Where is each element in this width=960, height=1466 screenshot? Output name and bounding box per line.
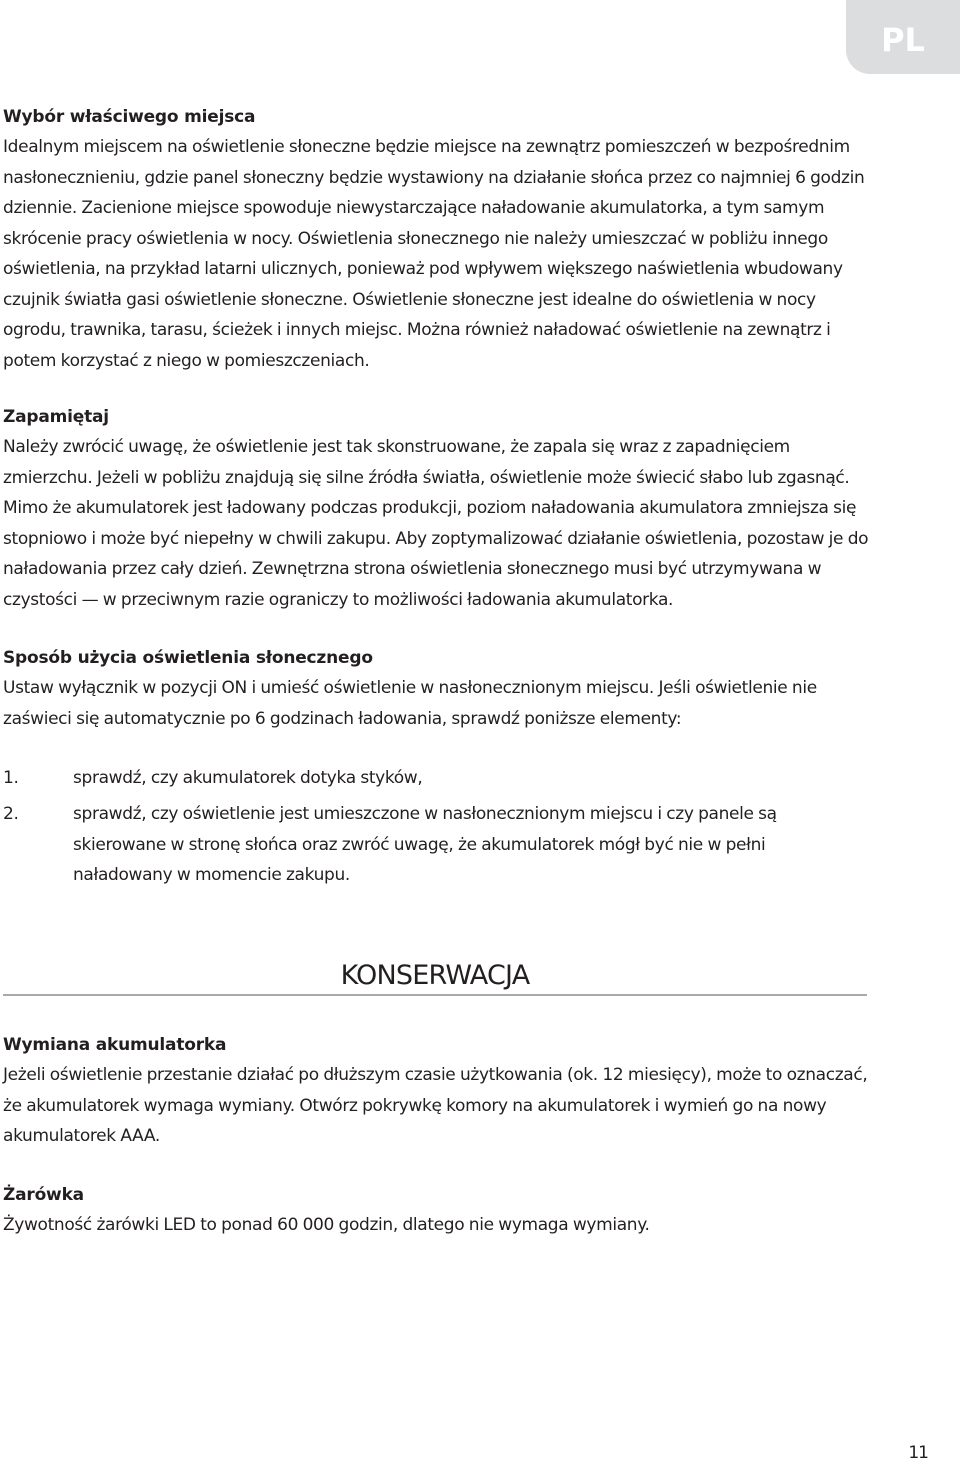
section-paragraph: Ustaw wyłącznik w pozycji ON i umieść oświetlenie w nasłonecznionym miejscu. Jeśli oświetlenie nie zaświeci się automatycznie po 6 godzinach ładowania, sprawdź poniższe elementy: bbox=[3, 678, 817, 729]
page-number: 11 bbox=[908, 1443, 928, 1463]
section-usage bbox=[3, 643, 875, 734]
section-remember bbox=[3, 402, 875, 615]
section-paragraph: Jeżeli oświetlenie przestanie działać po dłuższym czasie użytkowania (ok. 12 miesięcy), może to oznaczać, że akumulatorek wymaga wymiany. Otwórz pokrywkę komory na akumulatorek i wymień go na nowy akumulatorek AAA. bbox=[3, 1065, 868, 1146]
section-location bbox=[3, 102, 875, 376]
list-number: 1. bbox=[3, 768, 19, 788]
section-paragraph: Żywotność żarówki LED to ponad 60 000 godzin, dlatego nie wymaga wymiany. bbox=[3, 1215, 650, 1235]
section-divider bbox=[3, 994, 867, 996]
list-number: 2. bbox=[3, 804, 19, 824]
list-item bbox=[3, 799, 875, 891]
list-text: sprawdź, czy akumulatorek dotyka styków, bbox=[73, 768, 423, 788]
section-paragraph: Należy zwrócić uwagę, że oświetlenie jest tak skonstruowane, że zapala się wraz z zapadnięciem zmierzchu. Jeżeli w pobliżu znajdują się silne źródła światła, oświetlenie może świecić słabo lub zgasnąć. Mimo że akumulatorek jest ładowany podczas produkcji, poziom naładowania akumulatora zmniejsza się stopniowo i może być niepełny w chwili zakupu. Aby zoptymalizować działanie oświetlenia, pozostaw je do naładowania przez cały dzień. Zewnętrzna strona oświetlenia słonecznego musi być utrzymywana w czystości — w przeciwnym razie ograniczy to możliwości ładowania akumulatorka. bbox=[3, 437, 869, 610]
section-title: KONSERWACJA bbox=[340, 960, 530, 991]
section-bulb bbox=[3, 1180, 875, 1241]
section-heading: Sposób użycia oświetlenia słonecznego bbox=[3, 648, 373, 668]
section-battery bbox=[3, 1030, 875, 1152]
section-paragraph: Idealnym miejscem na oświetlenie słoneczne będzie miejsce na zewnątrz pomieszczeń w bezpośrednim nasłonecznieniu, gdzie panel słoneczny będzie wystawiony na działanie słońca przez co najmniej 6 godzin dziennie. Zacienione miejsce spowoduje niewystarczające naładowanie akumulatorka, a tym samym skrócenie pracy oświetlenia w nocy. Oświetlenia słonecznego nie należy umieszczać w pobliżu innego oświetlenia, na przykład latarni ulicznych, ponieważ pod wpływem większego naświetlenia wbudowany czujnik światła gasi oświetlenie słoneczne. Oświetlenie słoneczne jest idealne do oświetlenia w nocy ogrodu, trawnika, tarasu, ścieżek i innych miejsc. Można również naładować oświetlenie na zewnątrz i potem korzystać z niego w pomieszczeniach. bbox=[3, 137, 865, 371]
section-heading: Wymiana akumulatorka bbox=[3, 1035, 227, 1055]
language-tab: PL bbox=[846, 0, 960, 74]
section-heading: Żarówka bbox=[3, 1185, 84, 1205]
list-text: sprawdź, czy oświetlenie jest umieszczone w nasłonecznionym miejscu i czy panele są skierowane w stronę słońca oraz zwróć uwagę, że akumulatorek mógł być nie w pełni naładowany w momencie zakupu. bbox=[73, 804, 777, 885]
list-item bbox=[3, 763, 875, 794]
section-heading: Wybór właściwego miejsca bbox=[3, 107, 256, 127]
section-heading: Zapamiętaj bbox=[3, 407, 109, 427]
